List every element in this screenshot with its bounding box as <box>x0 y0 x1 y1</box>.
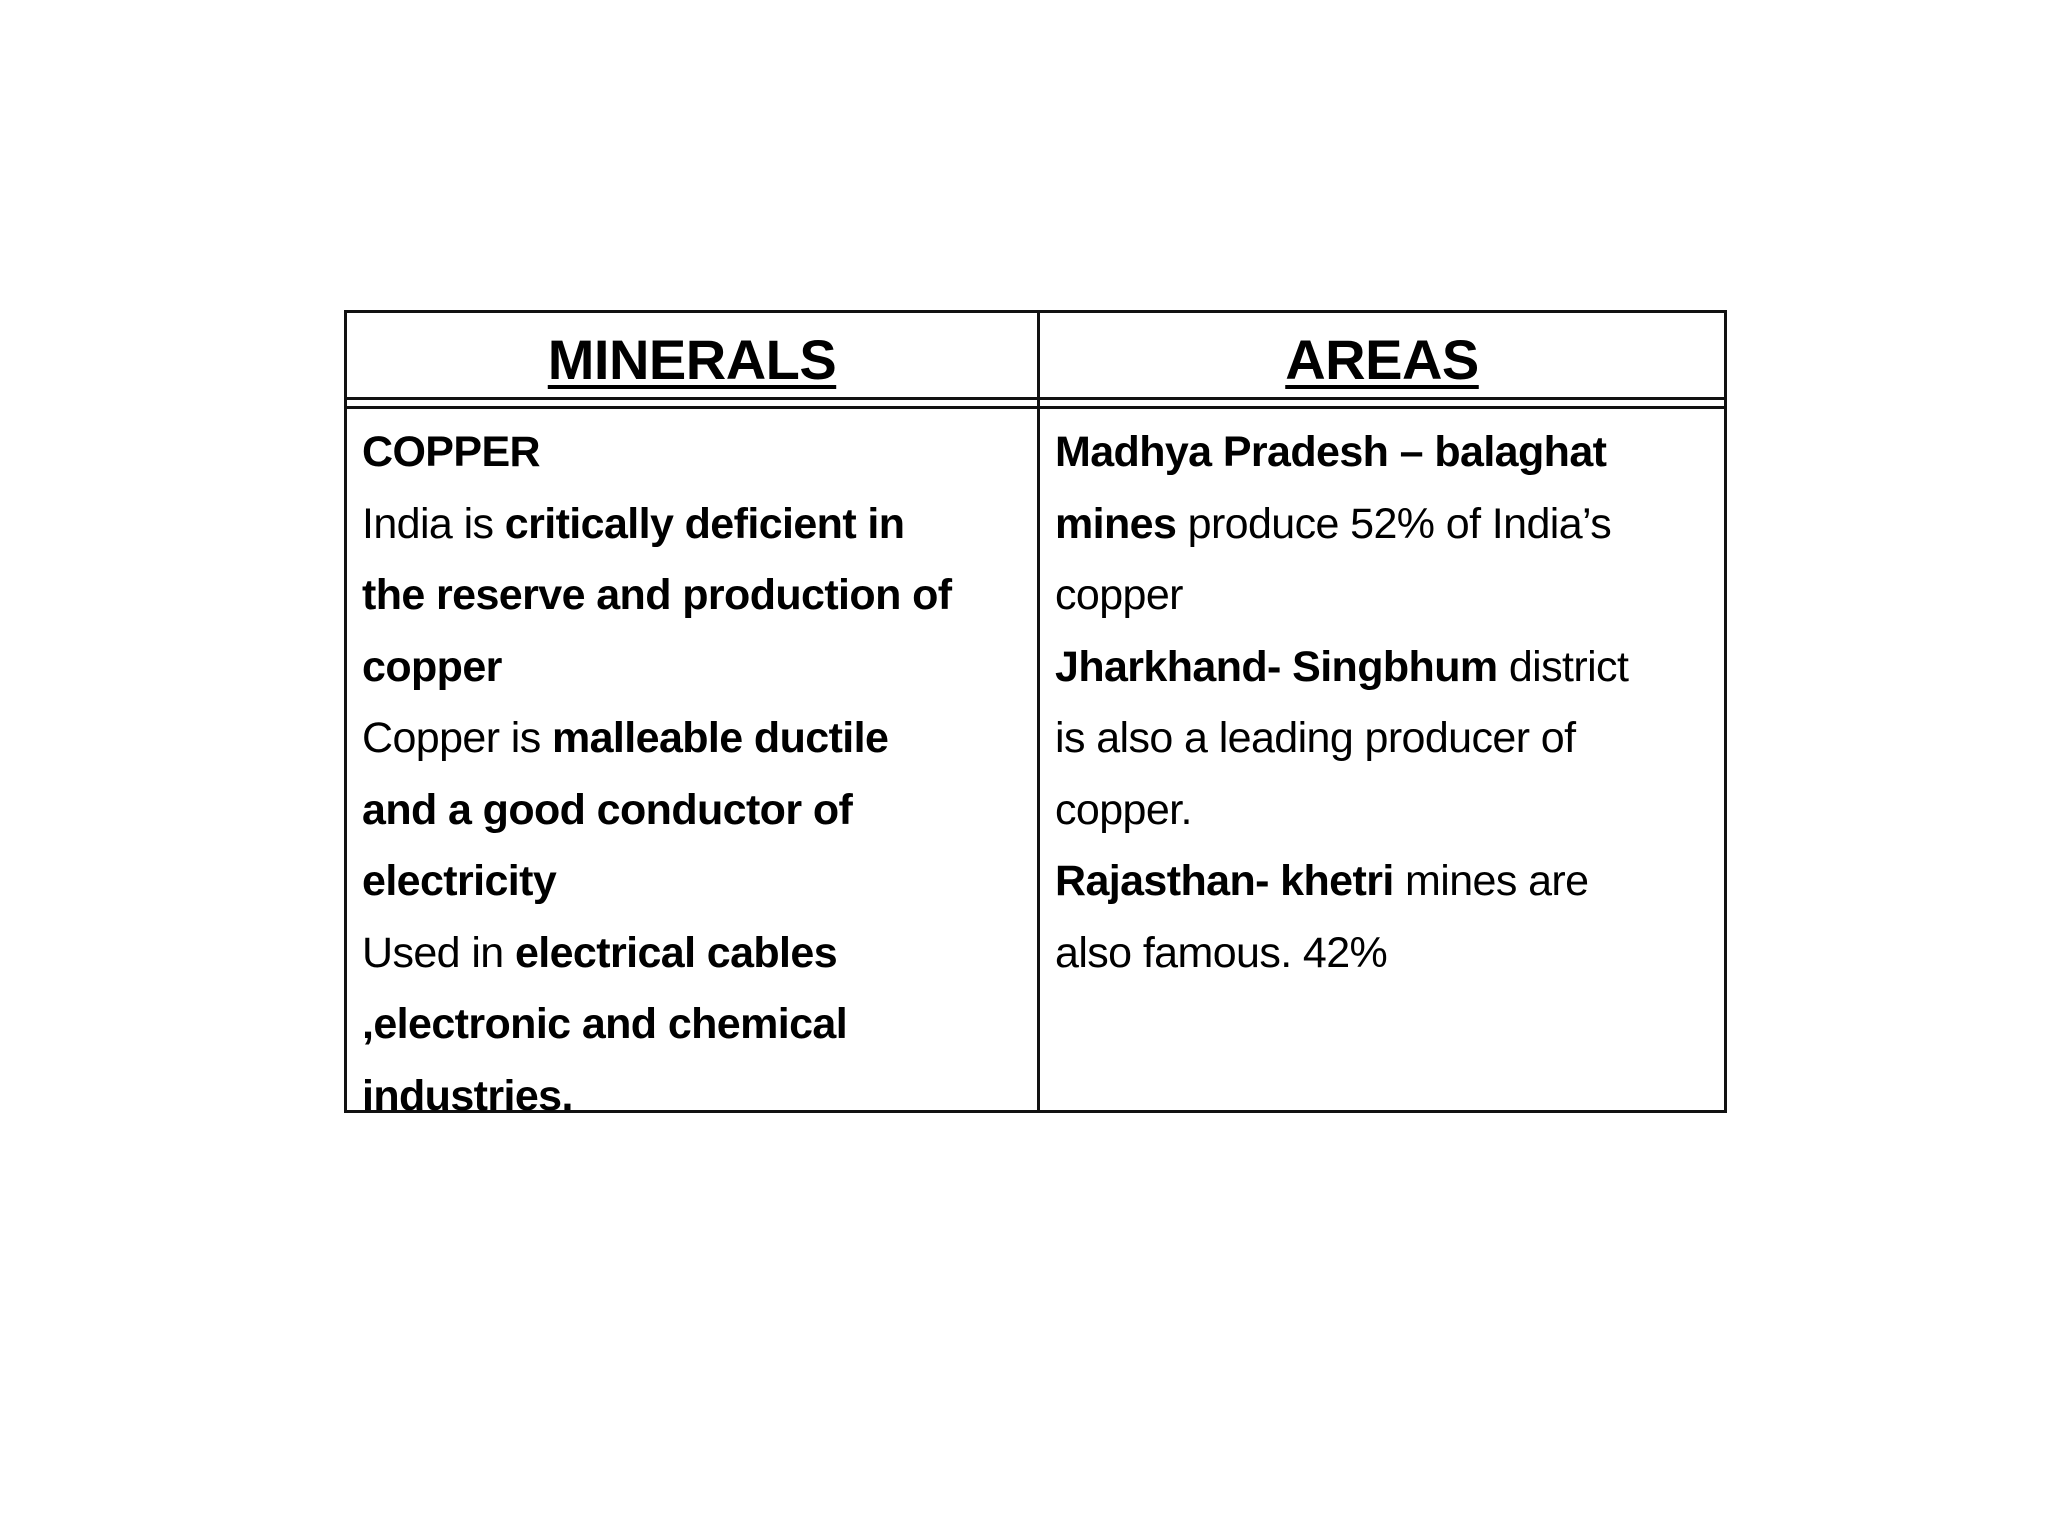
areas-cell <box>1040 409 1724 989</box>
bold-text: electricity <box>362 857 557 905</box>
text: Copper is <box>362 714 552 762</box>
cell-line <box>1055 918 1716 990</box>
cell-line <box>1055 703 1716 775</box>
header-cell-areas <box>1040 313 1724 397</box>
header-rule-top <box>347 397 1724 400</box>
bold-text: industries. <box>362 1071 573 1120</box>
text: also famous. 42% <box>1055 928 1388 977</box>
bold-text: Madhya Pradesh – balaghat <box>1055 428 1607 476</box>
bold-text: COPPER <box>362 428 540 476</box>
text: is also a leading producer of <box>1055 714 1576 762</box>
text: copper. <box>1055 785 1192 834</box>
cell-line <box>1055 417 1716 489</box>
bold-text: copper <box>362 642 502 691</box>
bold-text: Rajasthan- khetri <box>1055 857 1394 905</box>
cell-line <box>362 989 1029 1061</box>
cell-line <box>1055 489 1716 561</box>
bold-text: and a good conductor of <box>362 785 853 834</box>
text: produce 52% of India’s <box>1176 499 1612 548</box>
header-minerals: MINERALS <box>547 327 837 391</box>
bold-text: the reserve and production of <box>362 571 952 619</box>
cell-line <box>362 775 1029 847</box>
cell-line <box>362 632 1029 704</box>
text: Used in <box>362 928 515 977</box>
header-cell-minerals <box>347 313 1037 397</box>
bold-text: ,electronic and chemical <box>362 1000 848 1048</box>
cell-line <box>362 918 1029 990</box>
cell-line <box>362 417 1029 489</box>
cell-line <box>1055 846 1716 918</box>
bold-text: mines <box>1055 499 1177 548</box>
header-areas: AREAS <box>1285 327 1479 391</box>
text: district <box>1497 642 1629 691</box>
cell-line <box>362 846 1029 918</box>
text: mines are <box>1393 857 1589 905</box>
cell-line <box>362 489 1029 561</box>
bold-text: critically deficient in <box>504 499 905 548</box>
bold-text: electrical cables <box>514 928 838 977</box>
cell-line <box>1055 560 1716 632</box>
cell-line <box>362 703 1029 775</box>
minerals-areas-table <box>344 310 1727 1120</box>
minerals-cell <box>347 409 1037 1132</box>
text: copper <box>1055 571 1183 619</box>
text: India is <box>362 499 505 548</box>
bold-text: Jharkhand- Singbhum <box>1055 642 1498 691</box>
bold-text: malleable ductile <box>551 714 889 762</box>
cell-line <box>1055 775 1716 847</box>
cell-line <box>362 1061 1029 1133</box>
cell-line <box>362 560 1029 632</box>
cell-line <box>1055 632 1716 704</box>
